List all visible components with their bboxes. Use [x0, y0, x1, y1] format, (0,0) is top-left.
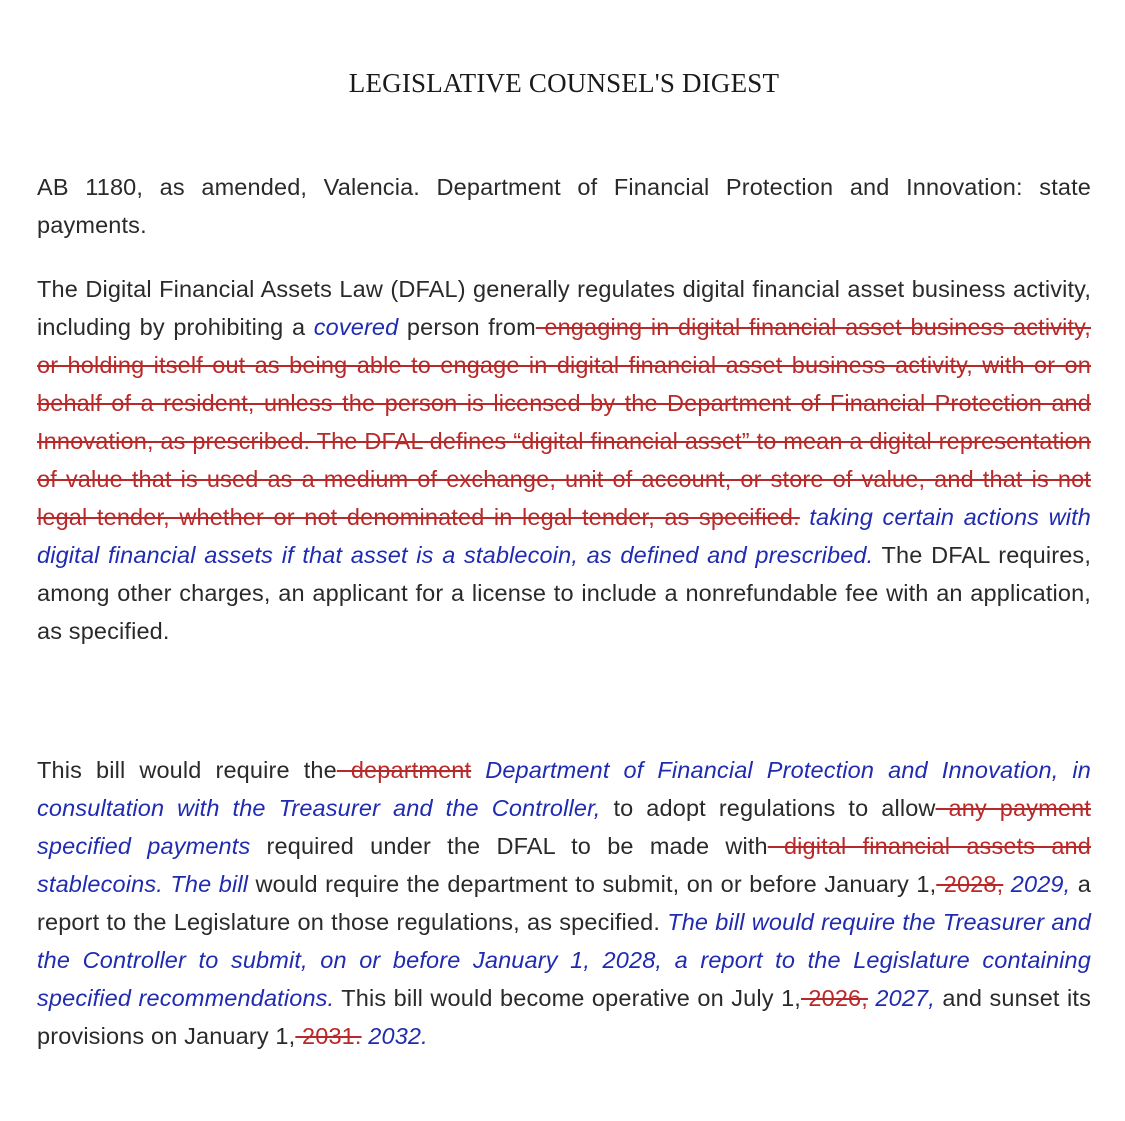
text-segment: person from	[398, 313, 536, 340]
text-segment: required under the DFAL to be made with	[250, 832, 768, 859]
deleted-text: 2031.	[295, 1022, 362, 1049]
deleted-text: digital financial assets and	[767, 832, 1091, 859]
inserted-text: stablecoins. The bill	[37, 870, 249, 897]
dfal-paragraph	[37, 270, 1091, 650]
text-segment	[471, 757, 485, 783]
text-segment: and sunset its provisions on January 1,	[37, 984, 1091, 1049]
bill-header-paragraph	[37, 168, 1091, 244]
deleted-text: 2028,	[936, 870, 1004, 897]
text-segment: AB 1180, as amended, Valencia. Department of Financial Protection and Innovation: state payments.	[37, 173, 1091, 238]
text-segment	[800, 504, 810, 530]
text-segment: a report to the Legislature on those regulations, as specified.	[37, 870, 1091, 935]
deleted-text: 2026,	[800, 984, 868, 1011]
deleted-text: department	[336, 756, 472, 783]
deleted-text: any payment	[935, 794, 1091, 821]
text-segment	[1003, 871, 1010, 897]
page-title: LEGISLATIVE COUNSEL'S DIGEST	[348, 68, 780, 98]
text-segment: would require the department to submit, on or before January 1,	[248, 870, 937, 897]
inserted-text: 2029,	[1010, 870, 1071, 897]
inserted-text: specified payments	[37, 832, 251, 859]
inserted-text: taking certain actions with digital financial assets if that asset is a stablecoin, as defined and prescribed.	[37, 503, 1091, 568]
deleted-text: engaging in digital financial asset business activity, or holding itself out as being able to engage in digital financial asset business activity, with or on behalf of a resident, unless the person is licensed by the Department of Financial Protection and Innovation, as prescribed. The DFAL defines “digital financial asset” to mean a digital representation of value that is used as a medium of exchange, unit of account, or store of value, and that is not legal tender, whether or not denominated in legal tender, as specified.	[37, 313, 1091, 530]
text-segment: The DFAL requires, among other charges, an applicant for a license to include a nonrefundable fee with an application, as specified.	[37, 541, 1091, 644]
inserted-text: 2032.	[368, 1022, 428, 1049]
text-segment: This bill would require the	[37, 756, 337, 783]
text-segment: The Digital Financial Assets Law (DFAL) generally regulates digital financial asset business activity, including by prohibiting a	[37, 275, 1091, 340]
inserted-text: covered	[313, 313, 399, 340]
inserted-text: 2027,	[875, 984, 935, 1011]
text-segment: This bill would become operative on July 1,	[334, 984, 801, 1011]
text-segment: to adopt regulations to allow	[600, 794, 936, 821]
bill-summary-paragraph	[37, 751, 1091, 1055]
inserted-text: The bill would require the Treasurer and the Controller to submit, on or before January 1, 2028, a report to the Legislature containing specified recommendations.	[37, 908, 1091, 1011]
inserted-text: Department of Financial Protection and Innovation, in consultation with the Treasurer and the Controller,	[37, 756, 1091, 821]
